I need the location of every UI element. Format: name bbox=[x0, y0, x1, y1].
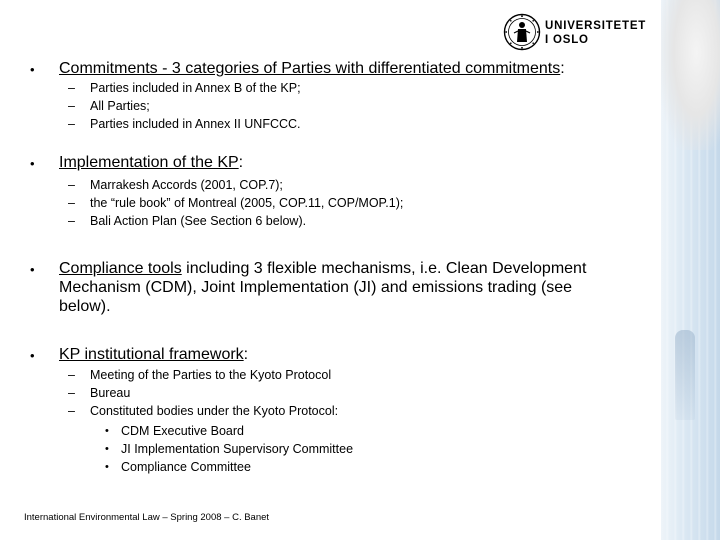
bullet-icon: • bbox=[30, 62, 35, 77]
dash-icon: – bbox=[68, 196, 75, 210]
statue-head-image bbox=[661, 0, 720, 150]
dash-icon: – bbox=[68, 81, 75, 95]
heading-underlined: Commitments - 3 categories of Parties with differentiated commitments bbox=[59, 60, 561, 77]
logo-line-1: UNIVERSITETET bbox=[545, 20, 647, 32]
list-item-text: Constituted bodies under the Kyoto Protocol: bbox=[90, 404, 339, 418]
logo-line-2: I OSLO bbox=[545, 34, 589, 46]
list-item-text: Parties included in Annex II UNFCCC. bbox=[90, 117, 301, 131]
section-heading-institutional-framework bbox=[59, 345, 659, 364]
dash-icon: – bbox=[68, 178, 75, 192]
section-heading-commitments bbox=[59, 59, 659, 78]
dash-icon: – bbox=[68, 117, 75, 131]
list-item-text: Bali Action Plan (See Section 6 below). bbox=[90, 214, 307, 228]
paragraph-line-2: Mechanism (CDM), Joint Implementation (JI) and emissions trading (see bbox=[59, 279, 573, 296]
list-item-text: All Parties; bbox=[90, 99, 150, 113]
bullet-icon: • bbox=[105, 461, 109, 473]
list-item-text: the “rule book” of Montreal (2005, COP.11, COP/MOP.1); bbox=[90, 196, 404, 210]
dash-icon: – bbox=[68, 214, 75, 228]
bullet-icon: • bbox=[30, 348, 35, 363]
statue-figure-image bbox=[675, 330, 695, 420]
heading-suffix: : bbox=[243, 346, 249, 363]
bullet-icon: • bbox=[105, 443, 109, 455]
heading-suffix: : bbox=[560, 60, 565, 77]
heading-underlined: Compliance tools bbox=[59, 260, 182, 277]
list-item-text: Meeting of the Parties to the Kyoto Protocol bbox=[90, 368, 332, 382]
dash-icon: – bbox=[68, 99, 75, 113]
paragraph-line-1: including 3 flexible mechanisms, i.e. Clean Development bbox=[181, 260, 587, 277]
heading-underlined: Implementation of the KP bbox=[59, 154, 239, 171]
dash-icon: – bbox=[68, 386, 75, 400]
section-heading-compliance-tools bbox=[59, 259, 659, 316]
university-seal-icon bbox=[503, 13, 541, 51]
slide-footer: International Environmental Law – Spring 2008 – C. Banet bbox=[24, 512, 270, 523]
bullet-icon: • bbox=[30, 262, 35, 277]
sub-list-item-text: CDM Executive Board bbox=[121, 424, 244, 438]
paragraph-line-3: below). bbox=[59, 298, 111, 315]
sub-list-item-text: Compliance Committee bbox=[121, 460, 251, 474]
heading-underlined: KP institutional framework bbox=[59, 346, 244, 363]
heading-suffix: : bbox=[238, 154, 244, 171]
bullet-icon: • bbox=[30, 156, 35, 171]
section-heading-implementation bbox=[59, 153, 659, 172]
list-item-text: Marrakesh Accords (2001, COP.7); bbox=[90, 178, 283, 192]
dash-icon: – bbox=[68, 404, 75, 418]
decorative-side-panel bbox=[661, 0, 720, 540]
dash-icon: – bbox=[68, 368, 75, 382]
list-item-text: Bureau bbox=[90, 386, 131, 400]
bullet-icon: • bbox=[105, 425, 109, 437]
sub-list-item-text: JI Implementation Supervisory Committee bbox=[121, 442, 354, 456]
list-item-text: Parties included in Annex B of the KP; bbox=[90, 81, 301, 95]
